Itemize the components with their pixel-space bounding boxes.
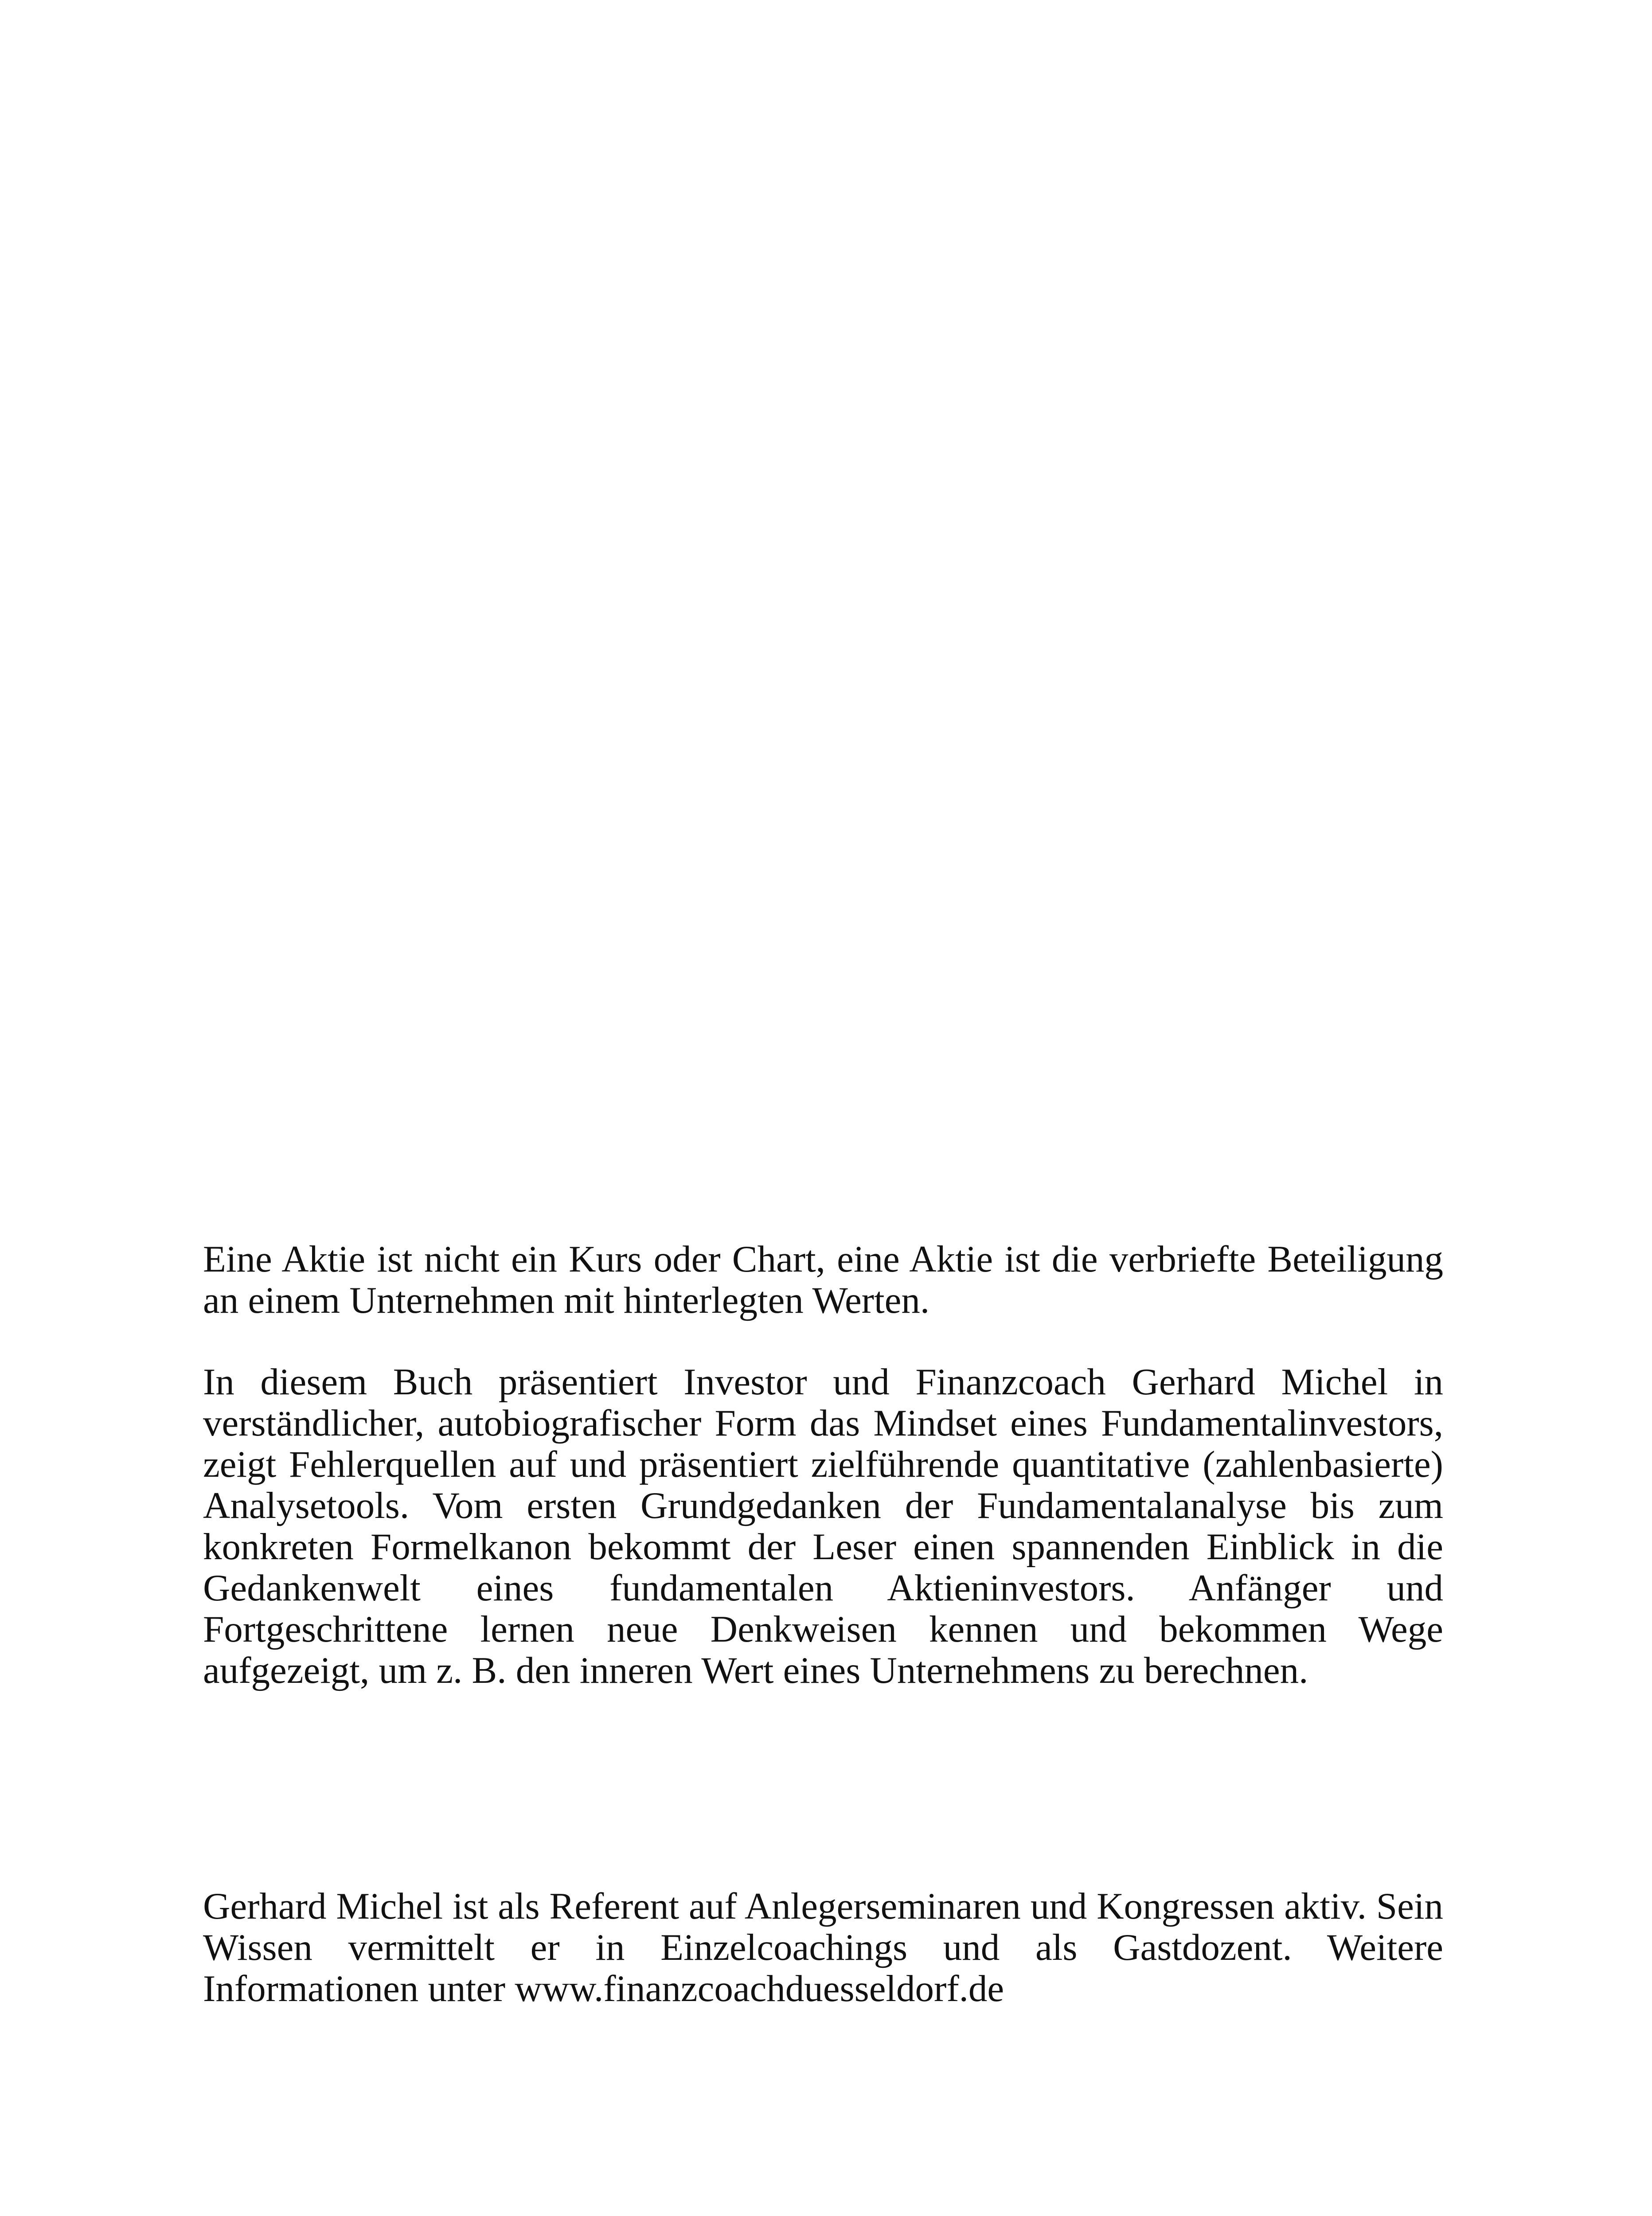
- intro-paragraph: Eine Aktie ist nicht ein Kurs oder Chart, eine Aktie ist die verbriefte Beteiligung an einem Unternehmen mit hinterlegten Werten.: [203, 1238, 1443, 1321]
- author-bio-paragraph: Gerhard Michel ist als Referent auf Anlegerseminaren und Kongressen aktiv. Sein Wissen vermittelt er in Einzelcoachings und als Gastdozent. Weitere Informationen unter www.finanzcoachduesseldorf.de: [203, 1885, 1443, 2009]
- book-description-paragraph: In diesem Buch präsentiert Investor und Finanzcoach Gerhard Michel in verständlicher, autobiografischer Form das Mindset eines Fundamentalinvestors, zeigt Fehlerquellen auf und präsentiert zielführende quantitative (zahlenbasierte) Analysetools. Vom ersten Grundgedanken der Fundamentalanalyse bis zum konkreten Formelkanon bekommt der Leser einen spannenden Einblick in die Gedankenwelt eines fundamentalen Aktieninvestors. Anfänger und Fortgeschrittene lernen neue Denkweisen kennen und bekommen Wege aufgezeigt, um z. B. den inneren Wert eines Unternehmens zu berechnen.: [203, 1361, 1443, 1691]
